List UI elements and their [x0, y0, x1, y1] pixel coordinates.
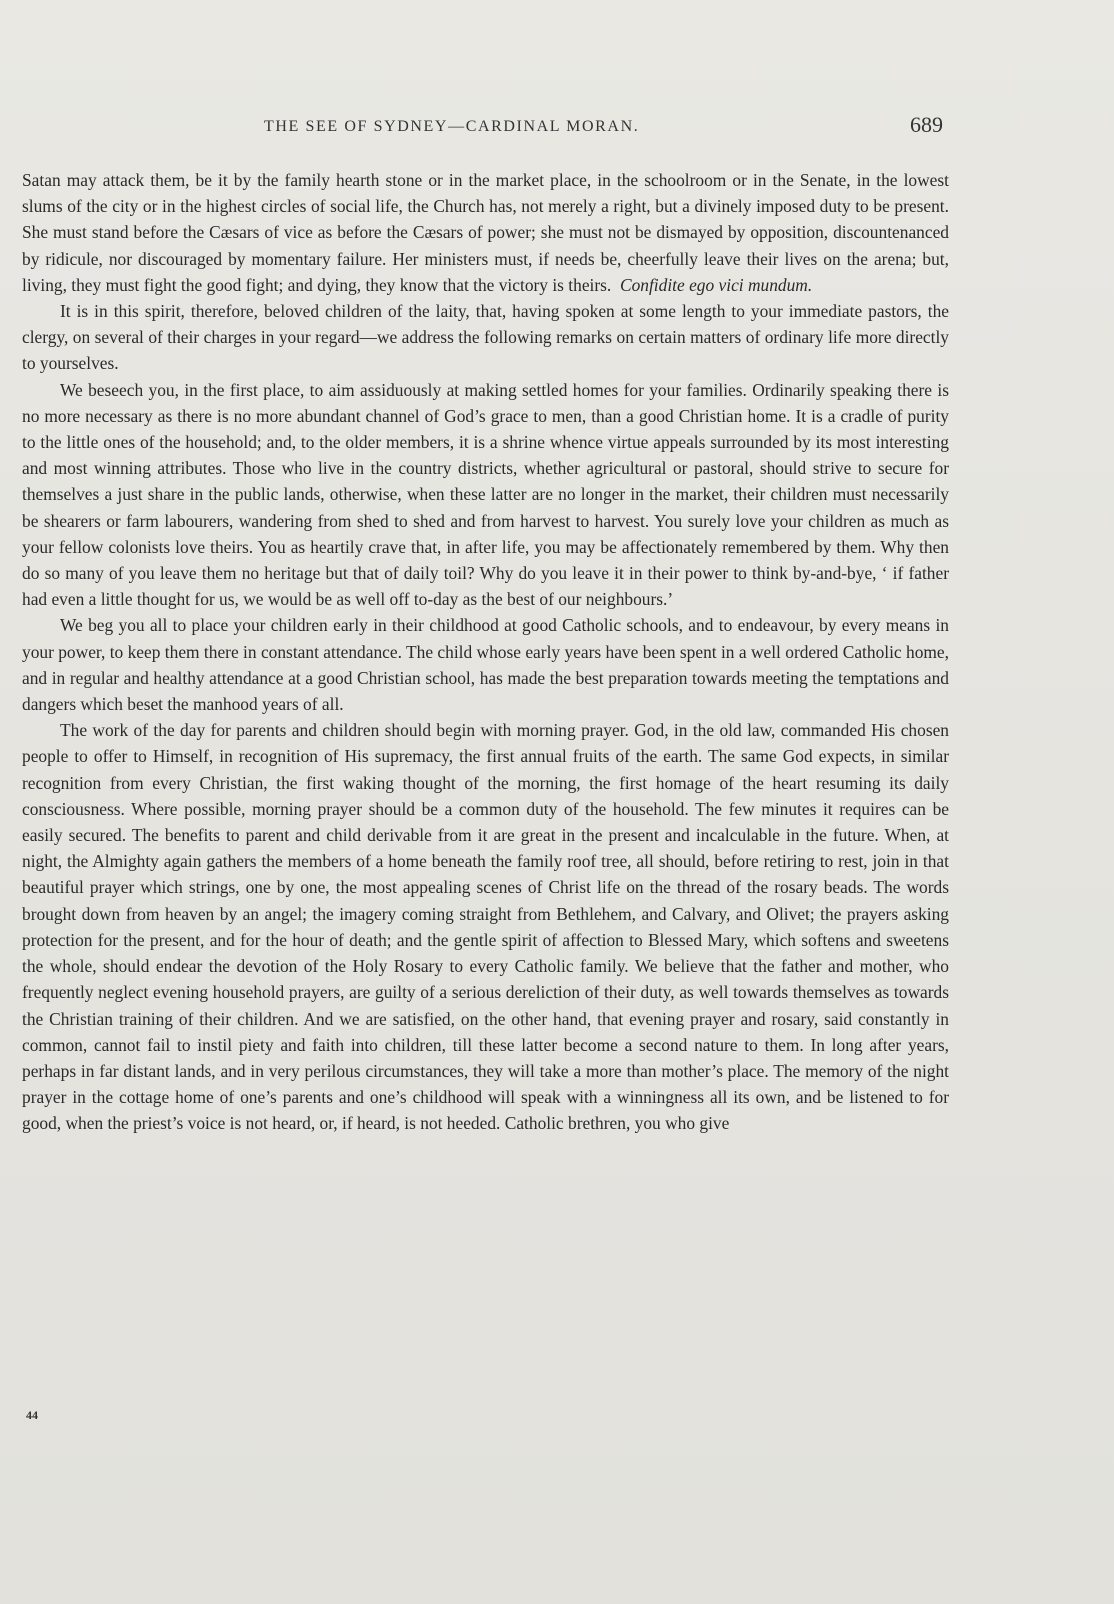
- running-title: THE SEE OF SYDNEY—CARDINAL MORAN.: [264, 118, 640, 135]
- page-number: 689: [910, 112, 943, 137]
- paragraph: We beg you all to place your children early in their childhood at good Catholic schools, and to endeavour, by every means in your power, to keep them there in constant attendance. The child whose early years have been spent in a well ordered Catholic home, and in regular and healthy attendance at a good Christian school, has made the best preparation towards meeting the temptations and dangers which beset the manhood years of all.: [22, 615, 949, 715]
- paragraph-text: Satan may attack them, be it by the family hearth stone or in the market place, in the schoolroom or in the Senate, in the lowest slums of the city or in the highest circles of social life, the Church has, not merely a right, but a divinely imposed duty to be present. She must stand before the Cæsars of vice as before the Cæsars of power; she must not be dismayed by opposition, discountenanced by ridicule, nor discouraged by momentary failure. Her ministers must, if needs be, cheerfully leave their lives on the arena; but, living, they must fight the good fight; and dying, they know that the victory is theirs.: [22, 170, 949, 295]
- body-text: [22, 167, 949, 1137]
- paragraph: The work of the day for parents and children should begin with morning prayer. God, in the old law, commanded His chosen people to offer to Himself, in recognition of His supremacy, the first annual fruits of the earth. The same God expects, in similar recognition from every Christian, the first waking thought of the morning, the first homage of the heart resuming its daily consciousness. Where possible, morning prayer should be a common duty of the household. The few minutes it requires can be easily secured. The benefits to parent and child derivable from it are great in the present and incalculable in the future. When, at night, the Almighty again gathers the members of a home beneath the family roof tree, all should, before retiring to rest, join in that beautiful prayer which strings, one by one, the most appealing scenes of Christ life on the thread of the rosary beads. The words brought down from heaven by an angel; the imagery coming straight from Bethlehem, and Calvary, and Olivet; the prayers asking protection for the present, and for the hour of death; and the gentle spirit of affection to Blessed Mary, which softens and sweetens the whole, should endear the devotion of the Holy Rosary to every Catholic family. We believe that the father and mother, who frequently neglect evening household prayers, are guilty of a serious dereliction of their duty, as well towards themselves as towards the Christian training of their children. And we are satisfied, on the other hand, that evening prayer and rosary, said constantly in common, cannot fail to instil piety and faith into children, till these latter become a second nature to them. In long after years, perhaps in far distant lands, and in very perilous circumstances, they will take a more than mother’s place. The memory of the night prayer in the cottage home of one’s parents and one’s childhood will speak with a winningness all its own, and be listened to for good, when the priest’s voice is not heard, or, if heard, is not heeded. Catholic brethren, you who give: [22, 720, 949, 1134]
- paragraph: We beseech you, in the first place, to aim assiduously at making settled homes for your families. Ordinarily speaking there is no more necessary as there is no more abundant channel of God’s grace to men, than a good Christian home. It is a cradle of purity to the little ones of the household; and, to the older members, it is a shrine whence virtue appeals surrounded by its most interesting and most winning attributes. Those who live in the country districts, whether agricultural or pastoral, should strive to secure for themselves a just share in the public lands, otherwise, when these latter are no longer in the market, their children must necessarily be shearers or farm labourers, wandering from shed to shed and from harvest to harvest. You surely love your children as much as your fellow colonists love theirs. You as heartily crave that, in after life, you may be affectionately remembered by them. Why then do so many of you leave them no heritage but that of daily toil? Why do you leave it in their power to think by-and-bye, ‘ if father had even a little thought for us, we would be as well off to-day as the best of our neighbours.’: [22, 379, 949, 610]
- signature-mark: 44: [26, 1408, 38, 1422]
- paragraph: [22, 167, 949, 298]
- latin-quote: Confidite ego vici mundum.: [619, 274, 813, 295]
- paragraph: It is in this spirit, therefore, beloved children of the laity, that, having spoken at some length to your immediate pastors, the clergy, on several of their charges in your regard—we address the following remarks on certain matters of ordinary life more directly to yourselves.: [22, 301, 949, 374]
